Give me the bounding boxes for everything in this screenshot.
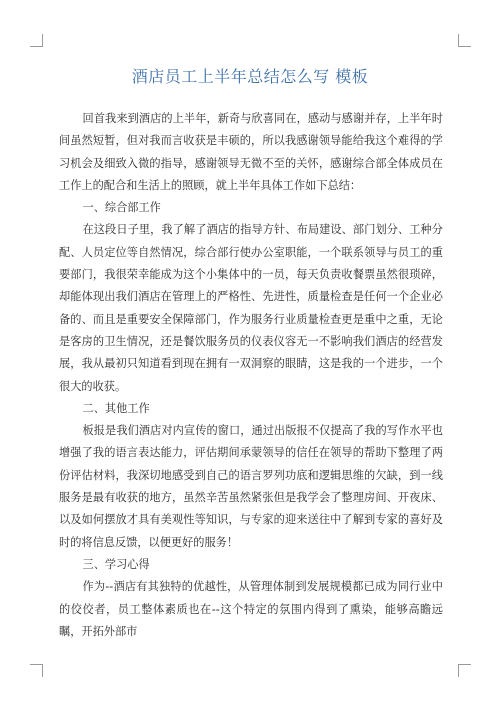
- section-heading-learning: 三、学习心得: [82, 557, 150, 571]
- crop-mark-top-right: [458, 34, 471, 47]
- intro-paragraph: 回首我来到酒店的上半年，新奇与欣喜同在，感动与感谢并存，上半年时间虽然短暂，但对我而言收获是丰硕的，所以我感谢领导能给我这个难得的学习机会及细致入微的指导，感谢领导无微不至的关怀，感谢综合部全体成员在工作上的配合和生活上的照顾，就上半年具体工作如下总结：: [59, 112, 443, 192]
- crop-mark-bottom-right: [458, 664, 471, 677]
- section-heading-other-work: 二、其他工作: [82, 401, 150, 415]
- section-heading-general-dept: 一、综合部工作: [82, 201, 161, 215]
- crop-mark-top-left: [30, 34, 43, 47]
- crop-mark-bottom-left: [30, 664, 43, 677]
- other-work-paragraph: 板报是我们酒店对内宣传的窗口，通过出版报不仅提高了我的写作水平也增强了我的语言表达能力，评估期间承蒙领导的信任在领导的帮助下整理了两份评估材料，我深切地感受到自己的语言罗列功底和逻辑思维的欠缺，到一线服务是最有收获的地方，虽然辛苦虽然紧张但是我学会了整理房间、开夜床、以及如何摆放才具有美观性等知识，与专家的迎来送往中了解到专家的喜好及时的将信息反馈，以便更好的服务！: [59, 424, 443, 549]
- document-body: [59, 108, 443, 643]
- document-title: 酒店员工上半年总结怎么写 模板: [131, 67, 369, 86]
- general-dept-paragraph: 在这段日子里，我了解了酒店的指导方针、布局建设、部门划分、工种分配、人员定位等自然情况，综合部行使办公室职能，一个联系领导与员工的重要部门，我很荣幸能成为这个小集体中的一员，每天负责收餐票虽然很琐碎，却能体现出我们酒店在管理上的严格性、先进性，质量检查是任何一个企业必备的、而且是重要安全保障部门，作为服务行业质量检查更是重中之重，无论是客房的卫生情况，还是餐饮服务员的仪表仪容无一不影响我们酒店的经营发展，我从最初只知道看到现在拥有一双洞察的眼睛，这是我的一个进步，一个很大的收获。: [59, 223, 443, 393]
- learning-paragraph: 作为--酒店有其独特的优越性，从管理体制到发展规模都已成为同行业中的佼佼者，员工整体素质也在--这个特定的氛围内得到了熏染，能够高瞻远瞩，开拓外部市: [59, 580, 443, 638]
